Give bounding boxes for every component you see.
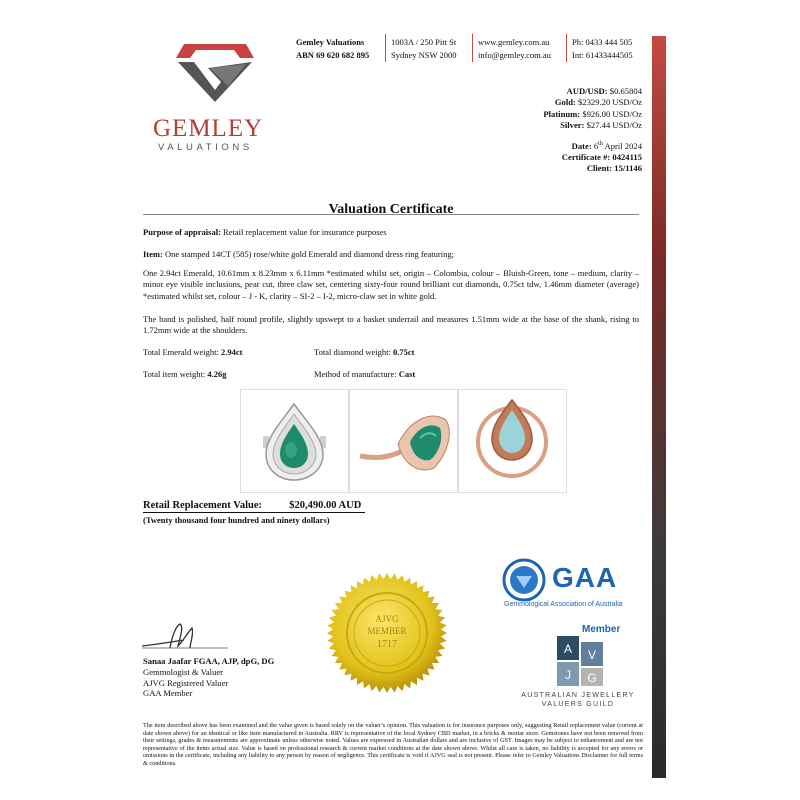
item-weight (143, 369, 226, 379)
client-label: Client: (586, 163, 613, 174)
website-link: www.gemley.com.au (478, 37, 550, 47)
header-address-block (391, 36, 457, 62)
client-number: 15/1146 (614, 163, 642, 174)
certificate-label: Certificate #: (561, 151, 611, 162)
purpose-line (143, 227, 639, 238)
ajvg-gold-seal (326, 572, 448, 699)
date-suffix: th (598, 140, 603, 147)
date-day: 6 (593, 140, 599, 151)
signatory-name: Sanaa Jaafar FGAA, AJP, dpG, DG (143, 656, 275, 666)
signatory-block (143, 656, 274, 699)
header-phone-block (572, 36, 633, 62)
signatory-role-3: GAA Member (143, 688, 193, 699)
item-text: One stamped 14CT (585) rose/white gold Emerald and diamond dress ring featuring; (162, 249, 454, 259)
email-link: info@gemley.com.au (478, 50, 551, 60)
gold-label: Gold: (554, 97, 576, 108)
phone-number: Ph: 0433 444 505 (572, 37, 633, 47)
diamond-weight-value: 0.75ct (392, 347, 415, 357)
guild-line-1: AUSTRALIAN JEWELLERY (521, 692, 635, 699)
header-company-block (296, 36, 369, 62)
value-underline (143, 512, 365, 513)
rates-block (543, 86, 642, 175)
gold-seal-icon (326, 572, 448, 694)
ring-photo-top (240, 389, 349, 493)
ring-photo-side (349, 389, 458, 493)
emerald-weight-value: 2.94ct (221, 347, 243, 357)
retail-value-line (143, 500, 361, 511)
emerald-weight-label: Total Emerald weight: (143, 347, 219, 357)
ring-back-image (459, 390, 566, 492)
audusd-label: AUD/USD: (566, 86, 608, 96)
diamond-logo-icon (176, 42, 254, 104)
date-label: Date: (571, 140, 592, 151)
gold-value: $2329.20 USD/Oz (578, 97, 642, 108)
company-name: Gemley Valuations (296, 37, 365, 47)
silver-label: Silver: (560, 120, 585, 131)
silver-value: $27.44 USD/Oz (586, 120, 642, 131)
address-line-1: 1003A / 250 Pitt St (391, 37, 457, 47)
gaa-emblem-icon (500, 558, 548, 602)
ajvg-logo-icon (557, 636, 605, 688)
right-color-stripe (652, 36, 666, 778)
audusd-value: $0.65804 (609, 86, 642, 96)
manufacture-method (314, 369, 415, 379)
signatory-role-2: AJVG Registered Valuer (143, 677, 229, 688)
ajvg-letter-g: G (587, 671, 597, 685)
signature-image (140, 618, 230, 656)
seal-text-2: MEMBER (367, 626, 407, 636)
description-paragraph: One 2.94ct Emerald, 10.61mm x 8.23mm x 6.11mm *estimated whilst set, origin – Colombia, colour – Bluish-Green, tone – medium, clarity – minor eye visible inclusions, pear cut, three claw set, centering sixty-four round brilliant cut diamonds, 0.75ct tdw, 1.46mm diameter (average) *estimated whilst set, colour – J - K, clarity – SI-2 – I-2, micro-claw set in white gold. (143, 268, 639, 301)
band-paragraph: The band is polished, half round profile, slightly upswept to a basket underrail and measures 1.51mm wide at the base of the shank, rising to 1.72mm wide at the shoulders. (143, 314, 639, 336)
seal-text-1: AJVG (375, 614, 399, 624)
diamond-weight (314, 347, 414, 357)
retail-value-words: (Twenty thousand four hundred and ninety dollars) (143, 515, 330, 525)
ring-photo-back (458, 389, 567, 493)
retail-value-label: Retail Replacement Value: (143, 500, 262, 511)
item-line (143, 249, 639, 260)
diamond-weight-label: Total diamond weight: (314, 347, 391, 357)
ajvg-letter-j: J (565, 668, 571, 682)
brand-name: GEMLEY (153, 115, 264, 142)
disclaimer-text: The item described above has been examined and the value given is based solely on the valuer’s opinion. This valuation is for insurance purposes only, suggesting Retail replacement value (current at date shown above) for an identical or like item manufactured in Australia. RRV is representative of the local Sydney CBD market, in a bricks & mortar store. Gemstones have not been removed from their settings, grades & measurements are approximate unless otherwise noted. Values are expressed in Australian dollars and are inclusive of GST. Images may be subject to enhancement and are not representative of the items actual size. Value is based on professional research & current market conditions at the date shown above. Whilst all care is taken, no liability is accepted for any errors or omissions in the certificate, including any liability to any person by reason of negligence. This certificate is void if AJVG seal is not present. Please refer to Gemley Valuations Disclaimer for full terms & conditions. (143, 722, 643, 767)
gaa-subtitle: Gemmological Association of Australia (504, 601, 623, 608)
item-weight-label: Total item weight: (143, 369, 206, 379)
certificate-number: 0424115 (612, 151, 642, 162)
ajvg-logo (557, 636, 605, 693)
header-web-block (478, 36, 551, 62)
purpose-text: Retail replacement value for insurance purposes (220, 227, 387, 237)
gaa-name: GAA (552, 562, 618, 593)
intl-phone-number: Int: 61433444505 (572, 50, 633, 60)
item-label: Item: (143, 249, 163, 259)
method-label: Method of manufacture: (314, 369, 397, 379)
purpose-label: Purpose of appraisal: (143, 227, 221, 237)
method-value: Cast (398, 369, 416, 379)
item-weight-value: 4.26g (207, 369, 227, 379)
seal-text-3: 1717 (377, 639, 397, 650)
company-abn: ABN 69 620 682 895 (296, 50, 370, 60)
signatory-role-1: Gemmologist & Valuer (143, 666, 224, 677)
gemley-logo (148, 42, 278, 104)
ajvg-letter-a: A (563, 642, 573, 656)
signature-mark (140, 618, 230, 661)
emerald-weight (143, 347, 243, 357)
platinum-label: Platinum: (543, 108, 581, 119)
brand-subtitle: VALUATIONS (158, 142, 253, 153)
address-line-2: Sydney NSW 2000 (391, 50, 457, 60)
member-label: Member (582, 624, 621, 635)
header-divider (385, 34, 386, 62)
ajvg-letter-v: V (587, 648, 597, 662)
date-rest: April 2024 (602, 140, 642, 151)
gaa-logo (500, 558, 548, 607)
ajvg-guild-name (513, 691, 643, 709)
page-title: Valuation Certificate (328, 202, 454, 217)
header-divider (566, 34, 567, 62)
guild-line-2: VALUERS GUILD (541, 701, 615, 708)
ring-side-image (350, 390, 457, 492)
header-divider (472, 34, 473, 62)
ring-top-image (241, 390, 348, 492)
retail-value-amount: $20,490.00 AUD (289, 500, 362, 511)
platinum-value: $926.00 USD/Oz (582, 108, 642, 119)
